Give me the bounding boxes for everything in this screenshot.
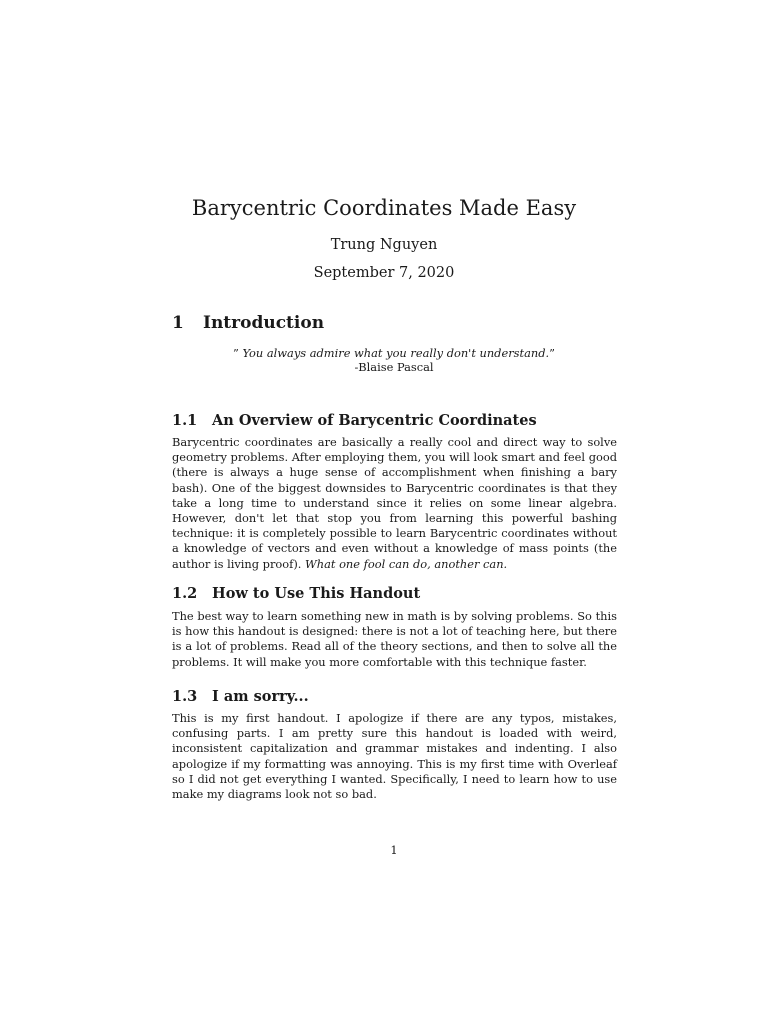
subsection-number: 1.2 bbox=[172, 585, 198, 602]
section-number: 1 bbox=[172, 313, 184, 333]
subsection-number: 1.1 bbox=[172, 412, 198, 429]
subsection-heading-sorry bbox=[172, 688, 309, 705]
sorry-paragraph: This is my first handout. I apologize if there are any typos, mistakes, confusing parts. I am pretty sure this handout is loaded with weird, inconsistent capitalization and grammar mistakes and indenting. I also apologize if my formatting was annoying. This is my first time with Overleaf so I did not get everything I wanted. Specifically, I need to learn how to use make my diagrams look not so bad. bbox=[172, 711, 617, 802]
epigraph-attribution: -Blaise Pascal bbox=[354, 360, 434, 374]
epigraph-quote bbox=[0, 346, 768, 360]
section-heading-introduction bbox=[172, 313, 324, 333]
quote-text: You always admire what you really don't understand. bbox=[242, 346, 550, 360]
section-title: Introduction bbox=[203, 313, 325, 333]
subsection-title: I am sorry... bbox=[212, 688, 309, 705]
overview-paragraph bbox=[172, 435, 617, 572]
overview-body: Barycentric coordinates are basically a really cool and direct way to solve geometry problems. After employing them, you will look smart and feel good (there is always a huge sense of accomplishment when finishing a bary bash). One of the biggest downsides to Barycentric coordinates is that they take a long time to understand since it relies on some linear algebra. However, don't let that stop you from learning this powerful bashing technique: it is completely possible to learn Barycentric coordinates without a knowledge of vectors and even without a knowledge of mass points (the author is living proof). bbox=[172, 435, 617, 571]
page-number: 1 bbox=[390, 843, 398, 857]
document-author: Trung Nguyen bbox=[330, 237, 438, 253]
subsection-title: How to Use This Handout bbox=[212, 585, 421, 602]
subsection-heading-overview bbox=[172, 412, 537, 429]
subsection-number: 1.3 bbox=[172, 688, 198, 705]
subsection-title: An Overview of Barycentric Coordinates bbox=[212, 412, 537, 429]
quote-open-mark: ” bbox=[233, 346, 239, 360]
how-to-use-paragraph: The best way to learn something new in math is by solving problems. So this is how this handout is designed: there is not a lot of teaching here, but there is a lot of problems. Read all of the theory sections, and then to solve all the problems. It will make you more comfortable with this technique faster. bbox=[172, 609, 617, 669]
subsection-heading-how-to-use bbox=[172, 585, 420, 602]
overview-emphasis: What one fool can do, another can. bbox=[305, 556, 508, 571]
document-date: September 7, 2020 bbox=[313, 265, 455, 281]
document-title: Barycentric Coordinates Made Easy bbox=[191, 196, 577, 220]
quote-close-mark: ” bbox=[549, 346, 555, 360]
